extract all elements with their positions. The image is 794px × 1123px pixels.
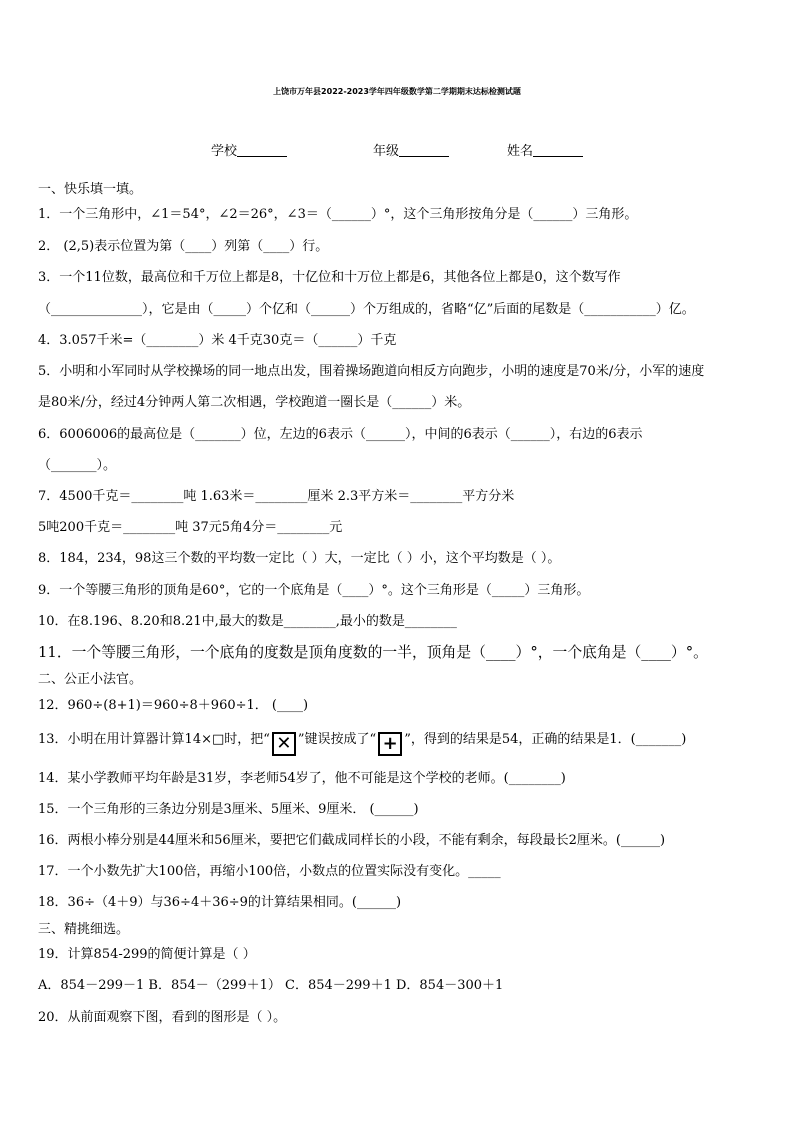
- school-label: 学校: [211, 144, 238, 159]
- section-heading-3: 三、精挑细选。: [38, 922, 130, 937]
- question-15: 15．一个三角形的三条边分别是3厘米、5厘米、9厘米． (______): [38, 802, 419, 817]
- question-20: 20．从前面观察下图，看到的图形是（ ）。: [38, 1010, 287, 1025]
- question-5-line-2: 是80米/分，经过4分钟两人第二次相遇，学校跑道一圈长是（______）米。: [38, 395, 471, 410]
- question-3-line-1: 3．一个11位数，最高位和千万位上都是8，十亿位和十万位上都是6，其他各位上都是0，这个数写作: [38, 270, 621, 285]
- question-5-line-1: 5．小明和小军同时从学校操场的同一地点出发，围着操场跑道向相反方向跑步，小明的速度是70米/分，小军的速度: [38, 364, 705, 379]
- question-8: 8．184，234，98这三个数的平均数一定比（ ）大，一定比（ ）小，这个平均数是（ ）。: [38, 551, 561, 566]
- question-12: 12．960÷(8+1)＝960÷8＋960÷1． (____): [38, 698, 309, 713]
- question-3-line-2: （______________），它是由（_____）个亿和（______）个万组成的，省略“亿”后面的尾数是（___________）亿。: [38, 302, 695, 317]
- question-7-line-2: 5吨200千克＝________吨 37元5角4分＝________元: [38, 520, 343, 535]
- question-19-options: A．854－299－1 B．854－（299＋1） C．854－299＋1 D．854－300＋1: [38, 978, 504, 993]
- grade-blank[interactable]: [399, 143, 449, 157]
- question-1: 1．一个三角形中，∠1＝54°，∠2＝26°，∠3＝（______）°，这个三角形按角分是（______）三角形。: [38, 207, 638, 222]
- name-label: 姓名: [507, 144, 534, 159]
- question-13: [38, 731, 686, 756]
- question-11: 11．一个等腰三角形，一个底角的度数是顶角度数的一半，顶角是（____）°，一个底角是（____）°。: [38, 644, 708, 661]
- plus-key-icon: +: [378, 732, 402, 756]
- section-heading-1: 一、快乐填一填。: [38, 182, 143, 197]
- question-6-line-1: 6．6006006的最高位是（_______）位，左边的6表示（______），中间的6表示（______），右边的6表示: [38, 427, 643, 442]
- multiply-key-icon: ✕: [272, 732, 296, 756]
- question-4: 4．3.057千米=（________）米 4千克30克＝（______）千克: [38, 333, 397, 348]
- question-7-line-1: 7．4500千克＝________吨 1.63米＝________厘米 2.3平方米＝________平方分米: [38, 489, 515, 504]
- question-13-text-before: 13．小明在用计算器计算14×□时，把“: [38, 732, 270, 747]
- question-17: 17．一个小数先扩大100倍，再缩小100倍，小数点的位置实际没有变化。_____: [38, 864, 501, 879]
- question-13-text-after: ”，得到的结果是54，正确的结果是1．(_______): [404, 732, 687, 747]
- school-field: [211, 140, 287, 159]
- question-19: 19．计算854-299的简便计算是（ ）: [38, 947, 256, 962]
- question-9: 9．一个等腰三角形的顶角是60°，它的一个底角是（____）°。这个三角形是（_____）三角形。: [38, 583, 590, 598]
- section-heading-2: 二、公正小法官。: [38, 672, 143, 687]
- question-10: 10．在8.196、8.20和8.21中,最大的数是________,最小的数是________: [38, 614, 457, 629]
- question-6-line-2: （_______）。: [38, 458, 117, 473]
- name-field: [507, 140, 583, 159]
- question-14: 14．某小学教师平均年龄是31岁，李老师54岁了，他不可能是这个学校的老师。(________): [38, 771, 566, 786]
- school-blank[interactable]: [237, 143, 287, 157]
- question-2: 2． (2,5)表示位置为第（____）列第（____）行。: [38, 239, 329, 254]
- question-16: 16．两根小棒分别是44厘米和56厘米，要把它们截成同样长的小段，不能有剩余，每段最长2厘米。(______): [38, 833, 666, 848]
- name-blank[interactable]: [533, 143, 583, 157]
- question-18: 18．36÷（4＋9）与36÷4＋36÷9的计算结果相同。(______): [38, 895, 402, 910]
- grade-label: 年级: [373, 144, 400, 159]
- question-13-text-middle: ”键误按成了“: [297, 732, 377, 747]
- page-title: 上饶市万年县2022-2023学年四年级数学第二学期期末达标检测试题: [273, 87, 521, 96]
- grade-field: [373, 140, 449, 159]
